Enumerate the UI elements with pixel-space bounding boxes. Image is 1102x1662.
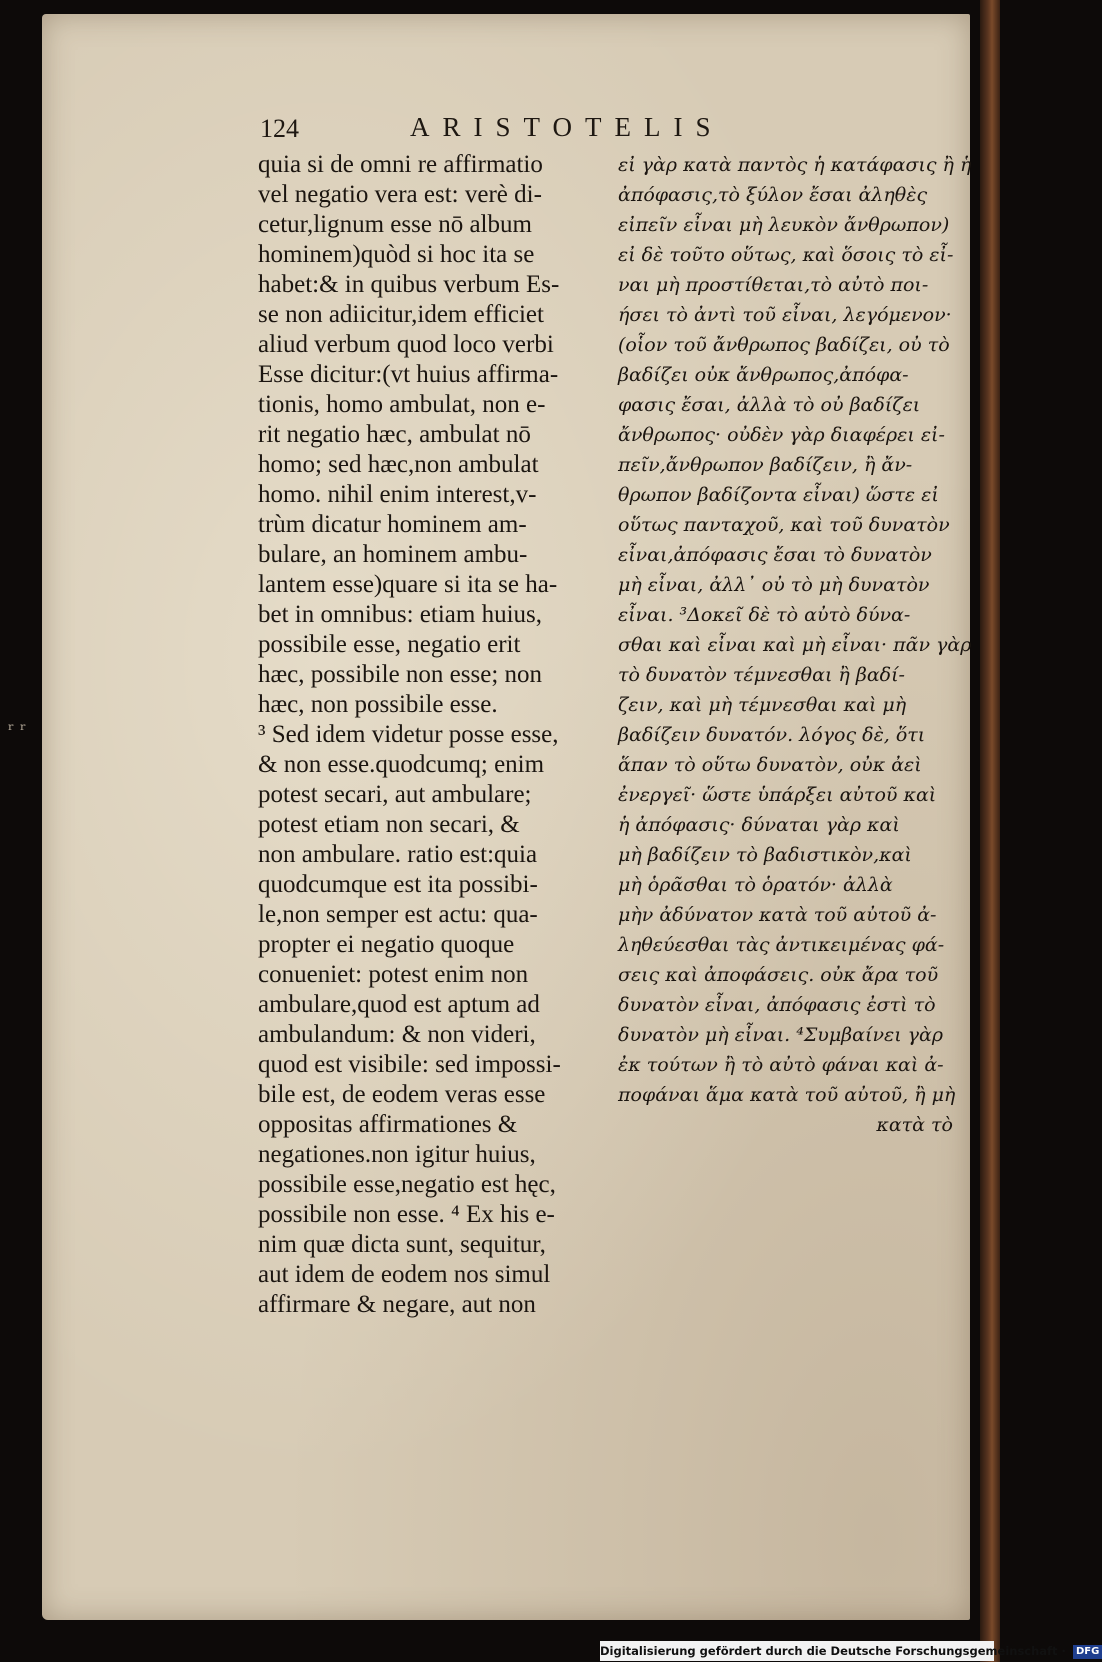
latin-text-line: quia si de omni re affirmatio	[258, 151, 543, 178]
latin-text-line: cetur,lignum esse nō album	[258, 211, 532, 238]
greek-text-line: σθαι καὶ εἶναι καὶ μὴ εἶναι· πᾶν γὰρ	[618, 634, 972, 656]
greek-text-line: ἀπόφασις,τὸ ξύλον ἔσαι ἀληθὲς	[618, 184, 928, 206]
greek-text-line: μὴ ὁρᾶσθαι τὸ ὁρατόν· ἀλλὰ	[618, 874, 893, 896]
greek-text-line: ἅπαν τὸ οὕτω δυνατὸν, οὐκ ἀεὶ	[618, 754, 922, 776]
greek-text-line: μὴ βαδίζειν τὸ βαδιστικὸν,καὶ	[618, 844, 912, 866]
greek-text-line: δυνατὸν μὴ εἶναι. ⁴Συμβαίνει γὰρ	[618, 1024, 944, 1046]
latin-text-line: potest secari, aut ambulare;	[258, 781, 532, 808]
latin-text-line: bile est, de eodem veras esse	[258, 1081, 546, 1108]
latin-text-line: oppositas affirmationes &	[258, 1111, 518, 1138]
greek-text-line: βαδίζει οὐκ ἄνθρωπος,ἀπόφα-	[618, 364, 909, 386]
latin-text-line: aut idem de eodem nos simul	[258, 1261, 551, 1288]
latin-text-line: quod est visibile: sed impossi-	[258, 1051, 561, 1078]
greek-text-line: μὴν ἀδύνατον κατὰ τοῦ αὐτοῦ ἀ-	[618, 904, 937, 926]
latin-text-line: possibile esse,negatio est hęc,	[258, 1171, 556, 1198]
greek-text-line: ἄνθρωπος· οὐδὲν γὰρ διαφέρει εἰ-	[618, 424, 945, 446]
greek-text-line: μὴ εἶναι, ἀλλ᾽ οὐ τὸ μὴ δυνατὸν	[618, 574, 930, 596]
greek-text-line: θρωπον βαδίζοντα εἶναι) ὥστε εἰ	[618, 484, 939, 506]
latin-text-line: trùm dicatur hominem am-	[258, 511, 527, 538]
greek-text-line: ἐκ τούτων ἢ τὸ αὐτὸ φάναι καὶ ἀ-	[618, 1054, 944, 1076]
latin-text-line: homo; sed hæc,non ambulat	[258, 451, 539, 478]
greek-text-line: εἰ γὰρ κατὰ παντὸς ἡ κατάφασις ἢ ἡ	[618, 154, 972, 176]
greek-column	[618, 150, 972, 1140]
latin-text-line: nim quæ dicta sunt, sequitur,	[258, 1231, 546, 1258]
greek-text-line: οὕτως πανταχοῦ, καὶ τοῦ δυνατὸν	[618, 514, 950, 536]
latin-text-line: rit negatio hæc, ambulat nō	[258, 421, 531, 448]
latin-text-line: hominem)quòd si hoc ita se	[258, 241, 535, 268]
greek-text-line: ναι μὴ προστίθεται,τὸ αὐτὸ ποι-	[618, 274, 929, 296]
greek-text-line: εἰ δὲ τοῦτο οὕτως, καὶ ὅσοις τὸ εἶ-	[618, 244, 954, 266]
latin-text-line: hæc, non possibile esse.	[258, 691, 498, 718]
latin-text-line: & non esse.quodcumq; enim	[258, 751, 545, 778]
greek-text-line: εἶναι,ἀπόφασις ἔσαι τὸ δυνατὸν	[618, 544, 932, 566]
latin-text-line: se non adiicitur,idem efficiet	[258, 301, 544, 328]
latin-text-line: potest etiam non secari, &	[258, 811, 520, 838]
latin-column	[258, 150, 593, 1320]
digitization-credit-footer	[600, 1641, 1100, 1661]
greek-text-line: ἐνεργεῖ· ὥστε ὑπάρξει αὐτοῦ καὶ	[618, 784, 937, 806]
greek-text-line: εἰπεῖν εἶναι μὴ λευκὸν ἄνθρωπον)	[618, 214, 950, 236]
latin-text-line: quodcumque est ita possibi-	[258, 871, 538, 898]
latin-text-line: possibile non esse. ⁴ Ex his e-	[258, 1201, 555, 1228]
latin-text-line: Esse dicitur:(vt huius affirma-	[258, 361, 559, 388]
greek-text-line: φασις ἔσαι, ἀλλὰ τὸ οὐ βαδίζει	[618, 394, 921, 416]
greek-text-line: τὸ δυνατὸν τέμνεσθαι ἢ βαδί-	[618, 664, 905, 686]
greek-text-line: κατὰ τὸ	[876, 1114, 953, 1136]
latin-text-line: bulare, an hominem ambu-	[258, 541, 528, 568]
latin-text-line: non ambulare. ratio est:quia	[258, 841, 538, 868]
footer-credit-text: Digitalisierung gefördert durch die Deutsche Forschungsgemeinschaft ·	[600, 1644, 1066, 1658]
latin-text-line: tionis, homo ambulat, non e-	[258, 391, 546, 418]
greek-text-line: δυνατὸν εἶναι, ἀπόφασις ἐστὶ τὸ	[618, 994, 936, 1016]
latin-text-line: habet:& in quibus verbum Es-	[258, 271, 560, 298]
greek-text-line: πεῖν,ἄνθρωπον βαδίζειν, ἢ ἄν-	[618, 454, 913, 476]
greek-text-line: ζειν, καὶ μὴ τέμνεσθαι καὶ μὴ	[618, 694, 907, 716]
greek-text-line: ήσει τὸ ἀντὶ τοῦ εἶναι, λεγόμενον·	[618, 304, 952, 326]
latin-text-line: vel negatio vera est: verè di-	[258, 181, 542, 208]
latin-text-line: negationes.non igitur huius,	[258, 1141, 536, 1168]
latin-text-line: ambulare,quod est aptum ad	[258, 991, 540, 1018]
latin-text-line: propter ei negatio quoque	[258, 931, 515, 958]
margin-mark: ʳ ʳ	[8, 720, 27, 741]
greek-text-line: ληθεύεσθαι τὰς ἀντικειμένας φά-	[618, 934, 945, 956]
latin-text-line: possibile esse, negatio erit	[258, 631, 521, 658]
latin-text-line: le,non semper est actu: qua-	[258, 901, 538, 928]
latin-text-line: ³ Sed idem videtur posse esse,	[258, 721, 559, 748]
latin-text-line: lantem esse)quare si ita se ha-	[258, 571, 558, 598]
latin-text-line: bet in omnibus: etiam huius,	[258, 601, 543, 628]
greek-text-line: σεις καὶ ἀποφάσεις. οὐκ ἄρα τοῦ	[618, 964, 939, 986]
dfg-logo: DFG	[1073, 1645, 1102, 1659]
greek-text-line: ἡ ἀπόφασις· δύναται γὰρ καὶ	[618, 814, 900, 836]
running-head	[260, 108, 780, 148]
greek-text-line: ποφάναι ἅμα κατὰ τοῦ αὐτοῦ, ἢ μὴ	[618, 1084, 956, 1106]
latin-text-line: homo. nihil enim interest,v-	[258, 481, 537, 508]
page-number: 124	[260, 114, 299, 143]
latin-text-line: aliud verbum quod loco verbi	[258, 331, 554, 358]
latin-text-line: affirmare & negare, aut non	[258, 1291, 536, 1318]
latin-text-line: hæc, possibile non esse; non	[258, 661, 543, 688]
latin-text-line: ambulandum: & non videri,	[258, 1021, 536, 1048]
latin-text-line: conueniet: potest enim non	[258, 961, 529, 988]
running-title: ARISTOTELIS	[410, 112, 724, 142]
greek-text-line: (οἷον τοῦ ἄνθρωπος βαδίζει, οὐ τὸ	[618, 334, 950, 356]
book-binding-edge	[980, 0, 1000, 1662]
greek-text-line: βαδίζειν δυνατόν. λόγος δὲ, ὅτι	[618, 724, 926, 746]
greek-text-line: εἶναι. ³Δοκεῖ δὲ τὸ αὐτὸ δύνα-	[618, 604, 911, 626]
